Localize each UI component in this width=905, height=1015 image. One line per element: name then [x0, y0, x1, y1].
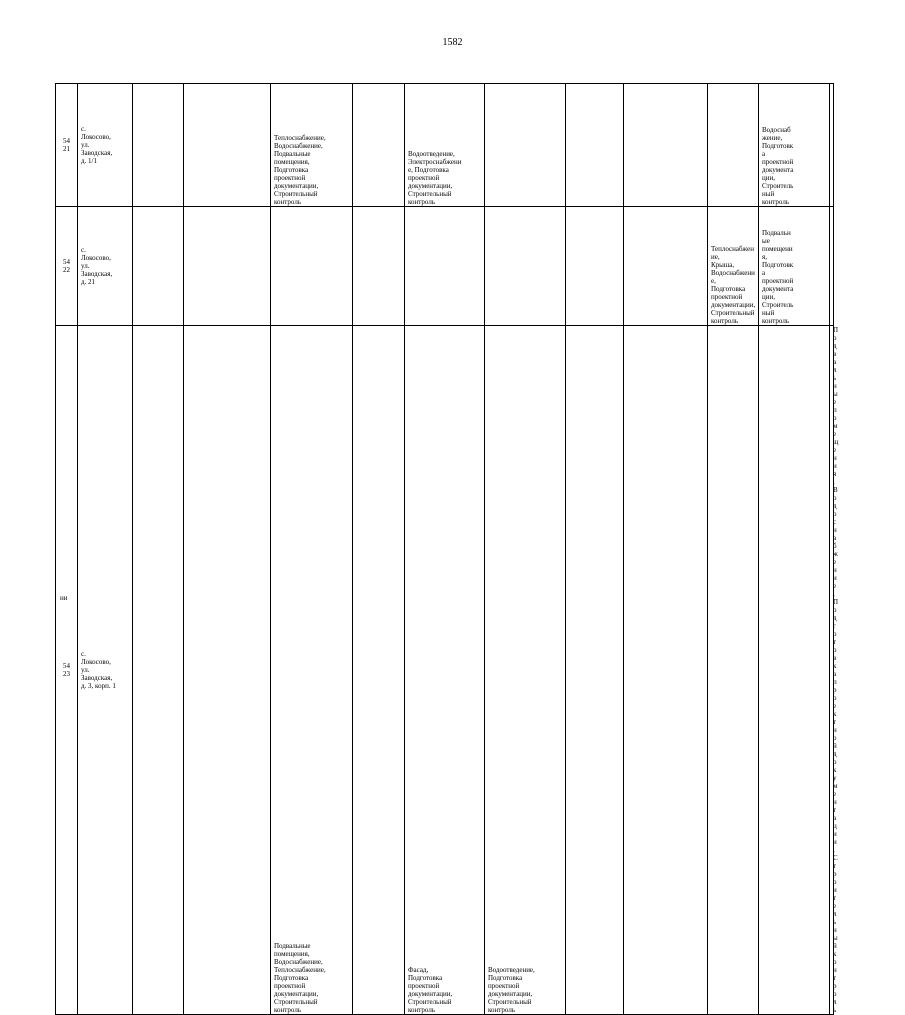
- work-text: Водоотведение, Электроснабжени е, Подготовка проектной документации, Строительный контроль: [408, 150, 462, 206]
- table-row: [56, 326, 834, 1015]
- work-cell: [708, 207, 759, 326]
- work-cell: [624, 207, 708, 326]
- work-text: Подвальн ые помещени я, Подготовк а проектной документа ции, Строитель ный контроль: [762, 229, 794, 325]
- work-cell: [133, 84, 184, 207]
- work-cell: [405, 326, 485, 1015]
- work-text: Подвальные помещения, Водоснабжение , Подготовка проектной документации, Строительный контроль: [833, 326, 839, 1014]
- work-cell: [624, 84, 708, 207]
- work-cell: [271, 326, 353, 1015]
- work-cell: [624, 326, 708, 1015]
- work-cell: [566, 207, 624, 326]
- address-cell: [78, 84, 133, 207]
- row-number: 54 21: [63, 137, 70, 153]
- row-number: 54 23: [63, 662, 70, 678]
- address-text: с. Локосово, ул. Заводская, д. 1/1: [81, 125, 113, 165]
- row-number-cell: [56, 326, 78, 1015]
- work-cell: [708, 84, 759, 207]
- work-cell: [353, 326, 405, 1015]
- work-text: Водоотведение, Подготовка проектной документации, Строительный контроль: [488, 966, 535, 1014]
- work-cell: [133, 326, 184, 1015]
- address-text: с. Локосово, ул. Заводская, д. 21: [81, 246, 113, 286]
- work-cell: [184, 84, 271, 207]
- work-cell: [566, 84, 624, 207]
- address-cell: [78, 326, 133, 1015]
- work-cell: [830, 84, 834, 207]
- footer-mark: ни: [60, 594, 68, 602]
- work-text: Теплоснабжение, Крыша, Водоснабжение, Подготовка проектной документации, Строительный контроль: [711, 245, 756, 325]
- work-cell: [759, 207, 830, 326]
- work-text: Фасад, Подготовка проектной документации, Строительный контроль: [408, 966, 453, 1014]
- work-text: Подвальные помещения, Водоснабжение, Теплоснабжение, Подготовка проектной документации, Строительный контроль: [274, 942, 326, 1014]
- work-cell: [830, 326, 839, 1015]
- work-text: Теплоснабжение, Водоснабжение, Подвальные помещения, Подготовка проектной документации, Строительный контроль: [274, 134, 326, 206]
- row-number-cell: [56, 207, 78, 326]
- work-cell: [133, 207, 184, 326]
- work-cell: [353, 207, 405, 326]
- work-text: Водоснаб жение, Подготовк а проектной документа ции, Строитель ный контроль: [762, 126, 794, 206]
- work-cell: [271, 84, 353, 207]
- work-cell: [708, 326, 759, 1015]
- work-cell: [485, 326, 566, 1015]
- work-cell: [271, 207, 353, 326]
- work-cell: [405, 84, 485, 207]
- work-cell: [759, 326, 830, 1015]
- row-number: 54 22: [63, 258, 70, 274]
- work-cell: [759, 84, 830, 207]
- work-cell: [184, 326, 271, 1015]
- work-cell: [405, 207, 485, 326]
- address-cell: [78, 207, 133, 326]
- table-row: [56, 207, 834, 326]
- works-schedule-table: [55, 83, 839, 1015]
- work-cell: [485, 207, 566, 326]
- work-cell: [830, 207, 834, 326]
- row-number-cell: [56, 84, 78, 207]
- work-cell: [566, 326, 624, 1015]
- work-cell: [184, 207, 271, 326]
- page-number: 1582: [442, 37, 463, 48]
- work-cell: [353, 84, 405, 207]
- work-cell: [485, 84, 566, 207]
- address-text: с. Локосово, ул. Заводская, д. 3, корп. 1: [81, 650, 116, 690]
- table-row: [56, 84, 834, 207]
